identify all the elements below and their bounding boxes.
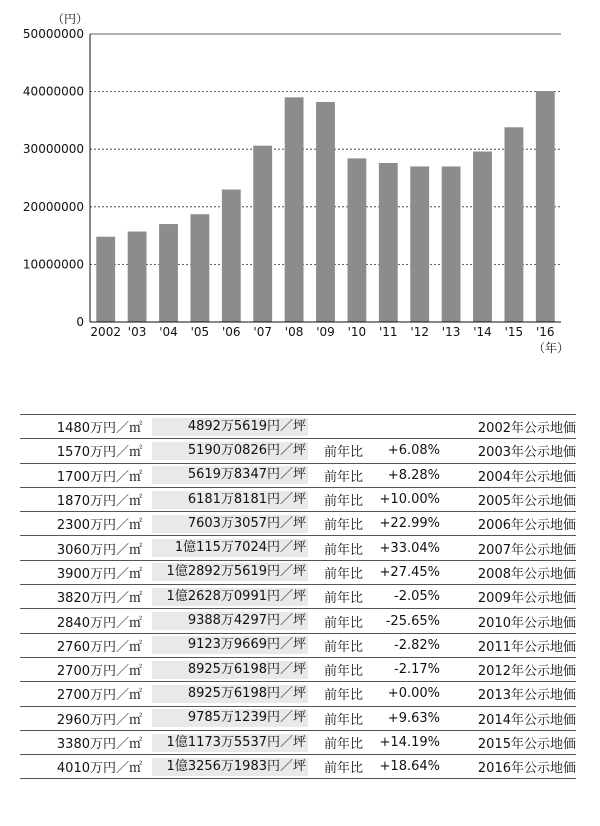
price-per-sqm: 1480万円／㎡ xyxy=(20,415,152,439)
price-per-tsubo-cell xyxy=(152,609,308,633)
y-tick-label: 20000000 xyxy=(22,199,84,214)
yoy-change: +27.45% xyxy=(370,560,440,584)
table-row xyxy=(20,463,576,487)
yoy-label: 前年比 xyxy=(324,609,370,633)
price-per-tsubo-cell xyxy=(152,463,308,487)
price-per-tsubo-cell xyxy=(152,755,308,779)
yoy-label: 前年比 xyxy=(324,682,370,706)
y-tick-labels xyxy=(23,27,84,329)
x-unit-label: （年） xyxy=(533,341,570,355)
bar-06 xyxy=(222,190,241,322)
bar-07 xyxy=(253,146,272,322)
x-tick-label: '08 xyxy=(284,325,304,339)
yoy-change: +33.04% xyxy=(370,536,440,560)
y-unit-label: （円） xyxy=(52,12,89,26)
x-tick-label: '04 xyxy=(159,325,178,339)
bar-04 xyxy=(159,224,178,322)
yoy-label: 前年比 xyxy=(324,706,370,730)
price-per-sqm: 2840万円／㎡ xyxy=(20,609,152,633)
table-row xyxy=(20,730,576,754)
spacer xyxy=(308,536,324,560)
spacer xyxy=(308,415,324,439)
price-per-sqm: 2960万円／㎡ xyxy=(20,706,152,730)
price-per-sqm: 1570万円／㎡ xyxy=(20,439,152,463)
bar-12 xyxy=(410,166,429,322)
y-tick-label: 0 xyxy=(76,315,84,329)
table-row xyxy=(20,755,576,779)
bars xyxy=(96,91,554,322)
x-tick-label: '06 xyxy=(222,325,241,339)
table-row xyxy=(20,512,576,536)
x-tick-label: '12 xyxy=(410,325,429,339)
x-tick-label: 2002 xyxy=(90,325,121,339)
table-row xyxy=(20,415,576,439)
price-per-tsubo: 1億115万7024円／坪 xyxy=(152,539,308,557)
yoy-change: -2.82% xyxy=(370,633,440,657)
x-tick-label: '16 xyxy=(536,325,555,339)
year-label: 2003年公示地価 xyxy=(440,439,576,463)
table-body xyxy=(20,415,576,779)
price-per-tsubo: 1億2892万5619円／坪 xyxy=(152,563,308,581)
spacer xyxy=(308,487,324,511)
yoy-label xyxy=(324,415,370,439)
price-per-tsubo: 8925万6198円／坪 xyxy=(152,685,308,703)
price-per-tsubo: 1億2628万0991円／坪 xyxy=(152,588,308,606)
price-per-tsubo-cell xyxy=(152,585,308,609)
price-per-tsubo: 9123万9669円／坪 xyxy=(152,636,308,654)
price-per-tsubo-cell xyxy=(152,536,308,560)
bar-chart xyxy=(0,0,600,360)
yoy-label: 前年比 xyxy=(324,487,370,511)
table-row xyxy=(20,609,576,633)
spacer xyxy=(308,439,324,463)
spacer xyxy=(308,657,324,681)
spacer xyxy=(308,730,324,754)
bar-05 xyxy=(190,214,209,322)
yoy-label: 前年比 xyxy=(324,463,370,487)
yoy-label: 前年比 xyxy=(324,633,370,657)
year-label: 2005年公示地価 xyxy=(440,487,576,511)
price-per-tsubo-cell xyxy=(152,439,308,463)
bar-13 xyxy=(442,166,461,322)
year-label: 2015年公示地価 xyxy=(440,730,576,754)
table-row xyxy=(20,657,576,681)
y-tick-label: 40000000 xyxy=(22,84,84,99)
year-label: 2011年公示地価 xyxy=(440,633,576,657)
table-row xyxy=(20,633,576,657)
price-per-tsubo: 5190万0826円／坪 xyxy=(152,442,308,460)
x-tick-label: '09 xyxy=(316,325,335,339)
yoy-change: +8.28% xyxy=(370,463,440,487)
yoy-change: +18.64% xyxy=(370,755,440,779)
year-label: 2016年公示地価 xyxy=(440,755,576,779)
x-tick-label: '10 xyxy=(347,325,367,339)
price-per-tsubo-cell xyxy=(152,706,308,730)
price-per-tsubo: 5619万8347円／坪 xyxy=(152,466,308,484)
yoy-label: 前年比 xyxy=(324,730,370,754)
year-label: 2002年公示地価 xyxy=(440,415,576,439)
price-per-tsubo: 1億3256万1983円／坪 xyxy=(152,758,308,776)
price-per-tsubo: 9388万4297円／坪 xyxy=(152,612,308,630)
spacer xyxy=(308,560,324,584)
x-tick-label: '15 xyxy=(504,325,524,339)
price-per-sqm: 3820万円／㎡ xyxy=(20,585,152,609)
price-per-sqm: 2700万円／㎡ xyxy=(20,657,152,681)
year-label: 2013年公示地価 xyxy=(440,682,576,706)
price-per-tsubo: 4892万5619円／坪 xyxy=(152,418,308,436)
spacer xyxy=(308,585,324,609)
yoy-change: +0.00% xyxy=(370,682,440,706)
table-row xyxy=(20,560,576,584)
yoy-change: +6.08% xyxy=(370,439,440,463)
yoy-label: 前年比 xyxy=(324,439,370,463)
y-tick-label: 30000000 xyxy=(22,142,84,157)
price-per-tsubo: 8925万6198円／坪 xyxy=(152,661,308,679)
bar-16 xyxy=(536,91,555,322)
price-per-tsubo-cell xyxy=(152,657,308,681)
price-per-sqm: 4010万円／㎡ xyxy=(20,755,152,779)
year-label: 2014年公示地価 xyxy=(440,706,576,730)
yoy-change xyxy=(370,415,440,439)
bar-10 xyxy=(347,158,366,322)
price-per-tsubo: 9785万1239円／坪 xyxy=(152,709,308,727)
spacer xyxy=(308,609,324,633)
year-label: 2006年公示地価 xyxy=(440,512,576,536)
price-per-sqm: 3060万円／㎡ xyxy=(20,536,152,560)
price-per-tsubo-cell xyxy=(152,682,308,706)
x-tick-labels xyxy=(90,325,554,339)
spacer xyxy=(308,706,324,730)
table-row xyxy=(20,585,576,609)
price-per-sqm: 1700万円／㎡ xyxy=(20,463,152,487)
yoy-label: 前年比 xyxy=(324,560,370,584)
price-per-sqm: 3900万円／㎡ xyxy=(20,560,152,584)
spacer xyxy=(308,512,324,536)
yoy-change: +9.63% xyxy=(370,706,440,730)
x-tick-label: '13 xyxy=(441,325,461,339)
year-label: 2010年公示地価 xyxy=(440,609,576,633)
spacer xyxy=(308,755,324,779)
yoy-label: 前年比 xyxy=(324,585,370,609)
yoy-change: +10.00% xyxy=(370,487,440,511)
yoy-change: -25.65% xyxy=(370,609,440,633)
yoy-change: +14.19% xyxy=(370,730,440,754)
table-row xyxy=(20,682,576,706)
year-label: 2008年公示地価 xyxy=(440,560,576,584)
y-tick-label: 10000000 xyxy=(22,257,84,272)
yoy-change: +22.99% xyxy=(370,512,440,536)
price-per-sqm: 3380万円／㎡ xyxy=(20,730,152,754)
x-tick-label: '14 xyxy=(473,325,492,339)
price-per-sqm: 2300万円／㎡ xyxy=(20,512,152,536)
yoy-label: 前年比 xyxy=(324,512,370,536)
bar-15 xyxy=(504,127,523,322)
yoy-label: 前年比 xyxy=(324,657,370,681)
yoy-change: -2.17% xyxy=(370,657,440,681)
y-tick-label: 50000000 xyxy=(22,27,84,41)
bar-2002 xyxy=(96,237,115,322)
yoy-label: 前年比 xyxy=(324,536,370,560)
table-row xyxy=(20,487,576,511)
yoy-change: -2.05% xyxy=(370,585,440,609)
land-price-table xyxy=(20,414,576,779)
spacer xyxy=(308,682,324,706)
year-label: 2007年公示地価 xyxy=(440,536,576,560)
yoy-label: 前年比 xyxy=(324,755,370,779)
table-row xyxy=(20,439,576,463)
year-label: 2012年公示地価 xyxy=(440,657,576,681)
price-per-tsubo-cell xyxy=(152,512,308,536)
bar-03 xyxy=(128,232,147,322)
spacer xyxy=(308,463,324,487)
price-per-tsubo-cell xyxy=(152,415,308,439)
x-tick-label: '07 xyxy=(253,325,272,339)
bar-11 xyxy=(379,163,398,322)
price-per-tsubo-cell xyxy=(152,560,308,584)
price-per-sqm: 2760万円／㎡ xyxy=(20,633,152,657)
bar-14 xyxy=(473,151,492,322)
price-per-tsubo-cell xyxy=(152,487,308,511)
bar-09 xyxy=(316,102,335,322)
table-row xyxy=(20,536,576,560)
price-per-tsubo: 1億1173万5537円／坪 xyxy=(152,734,308,752)
price-per-tsubo-cell xyxy=(152,730,308,754)
year-label: 2004年公示地価 xyxy=(440,463,576,487)
table-row xyxy=(20,706,576,730)
x-tick-label: '11 xyxy=(379,325,398,339)
bar-08 xyxy=(285,97,304,322)
spacer xyxy=(308,633,324,657)
x-tick-label: '05 xyxy=(190,325,210,339)
year-label: 2009年公示地価 xyxy=(440,585,576,609)
price-per-tsubo: 6181万8181円／坪 xyxy=(152,491,308,509)
price-per-sqm: 1870万円／㎡ xyxy=(20,487,152,511)
price-per-tsubo: 7603万3057円／坪 xyxy=(152,515,308,533)
x-tick-label: '03 xyxy=(127,325,147,339)
price-per-sqm: 2700万円／㎡ xyxy=(20,682,152,706)
price-per-tsubo-cell xyxy=(152,633,308,657)
